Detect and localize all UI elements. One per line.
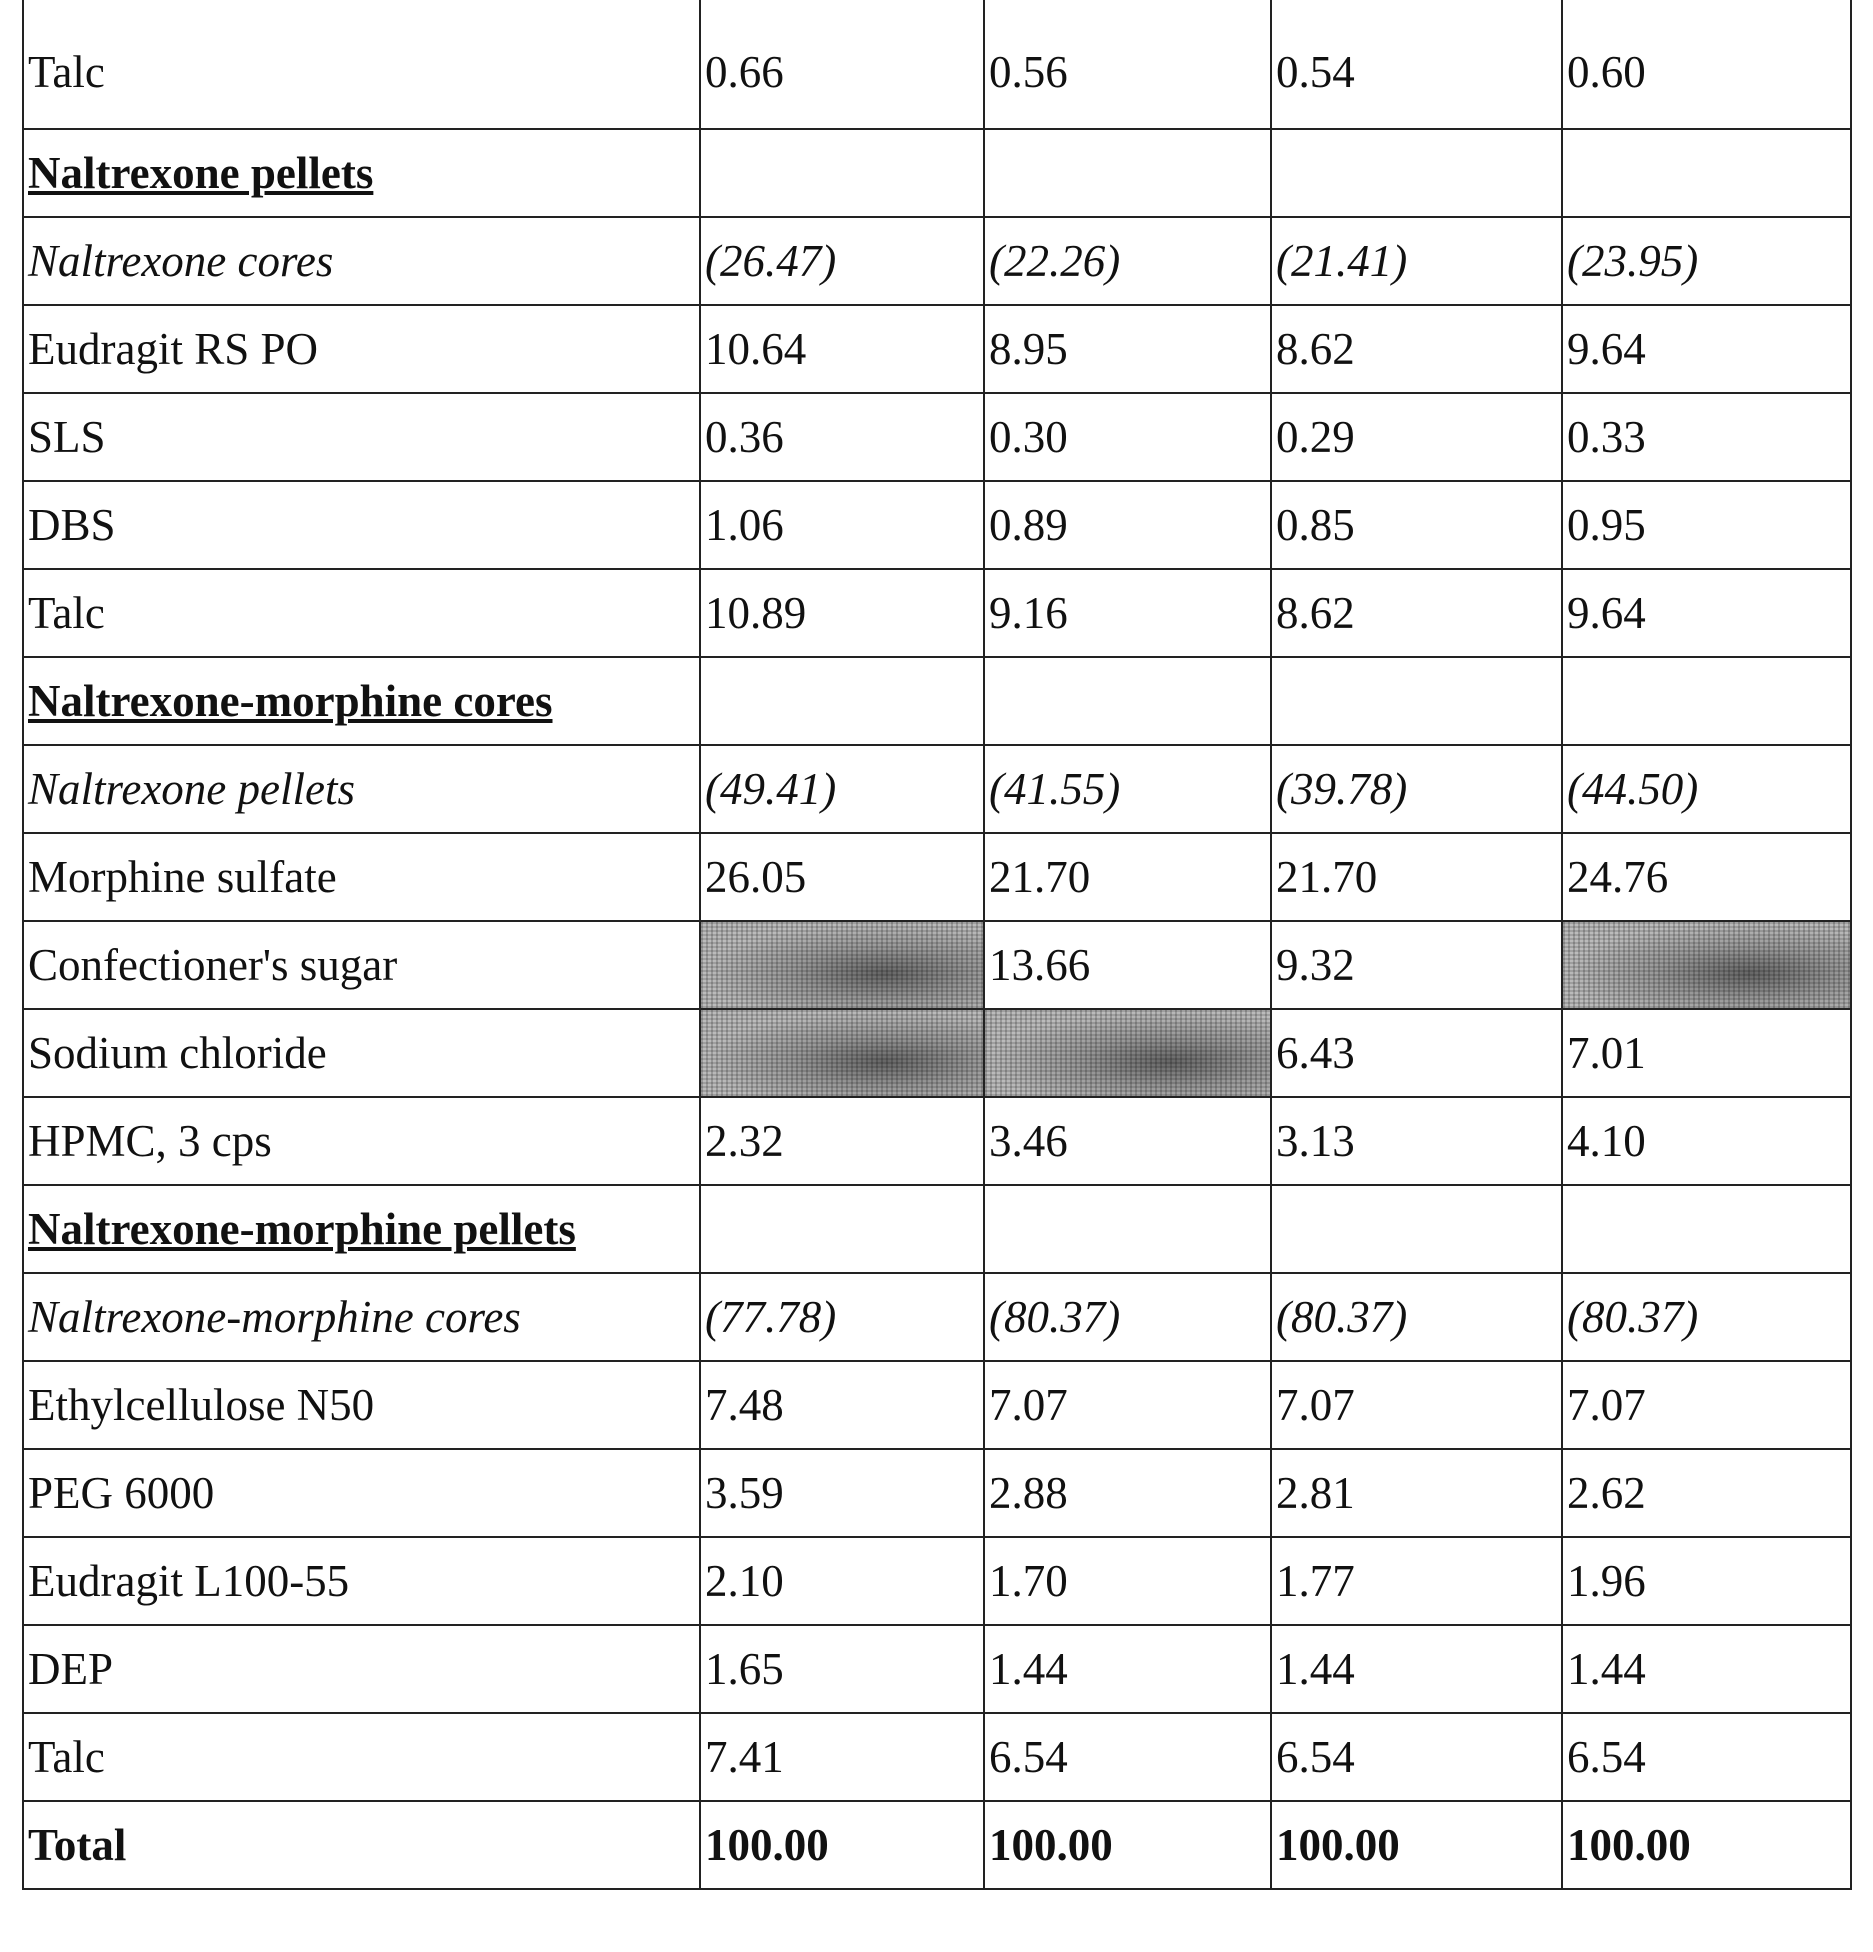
ingredient-label: Talc [23,569,700,657]
value-cell: (49.41) [700,745,984,833]
value-cell: 1.96 [1562,1537,1851,1625]
value-cell: 1.06 [700,481,984,569]
redacted-value-cell [700,1009,984,1097]
ingredient-label: DBS [23,481,700,569]
ingredient-label: Ethylcellulose N50 [23,1361,700,1449]
value-cell [1271,129,1562,217]
value-cell: (21.41) [1271,217,1562,305]
table-row [23,393,1851,481]
table-row [23,1273,1851,1361]
value-cell: (23.95) [1562,217,1851,305]
value-cell: 7.07 [1562,1361,1851,1449]
value-cell: 0.60 [1562,0,1851,129]
value-cell: 2.32 [700,1097,984,1185]
ingredient-label: PEG 6000 [23,1449,700,1537]
value-cell: (80.37) [1271,1273,1562,1361]
value-cell: (80.37) [1562,1273,1851,1361]
table-row [23,1009,1851,1097]
redacted-value-cell [700,921,984,1009]
ingredient-label: Naltrexone-morphine pellets [23,1185,700,1273]
ingredient-label: Naltrexone pellets [23,129,700,217]
value-cell: 3.59 [700,1449,984,1537]
table-row [23,1097,1851,1185]
table-row [23,921,1851,1009]
ingredient-label: Confectioner's sugar [23,921,700,1009]
table-body [23,0,1851,1889]
ingredient-label: DEP [23,1625,700,1713]
value-cell: 3.13 [1271,1097,1562,1185]
value-cell: 7.07 [1271,1361,1562,1449]
ingredient-label: SLS [23,393,700,481]
value-cell [700,1185,984,1273]
ingredient-label: Sodium chloride [23,1009,700,1097]
table-row [23,481,1851,569]
value-cell: 3.46 [984,1097,1271,1185]
value-cell: 1.44 [1271,1625,1562,1713]
table-row [23,745,1851,833]
value-cell: 1.44 [984,1625,1271,1713]
table-row [23,833,1851,921]
value-cell: 1.65 [700,1625,984,1713]
value-cell [1271,1185,1562,1273]
ingredient-label: Morphine sulfate [23,833,700,921]
value-cell: 7.01 [1562,1009,1851,1097]
value-cell: 7.07 [984,1361,1271,1449]
formulation-table [22,0,1852,1890]
value-cell: 0.36 [700,393,984,481]
ingredient-label: Talc [23,1713,700,1801]
value-cell [1562,1185,1851,1273]
value-cell [984,657,1271,745]
table-row [23,1713,1851,1801]
value-cell: 100.00 [984,1801,1271,1889]
redacted-value-cell [1562,921,1851,1009]
value-cell: 0.89 [984,481,1271,569]
table-row [23,1537,1851,1625]
value-cell: 6.54 [1271,1713,1562,1801]
value-cell: 0.95 [1562,481,1851,569]
value-cell: 8.62 [1271,569,1562,657]
value-cell [1562,657,1851,745]
value-cell [1271,657,1562,745]
value-cell: (77.78) [700,1273,984,1361]
value-cell: 1.77 [1271,1537,1562,1625]
value-cell: 0.85 [1271,481,1562,569]
value-cell: 0.30 [984,393,1271,481]
value-cell: 6.43 [1271,1009,1562,1097]
value-cell: 24.76 [1562,833,1851,921]
value-cell [1562,129,1851,217]
value-cell: 9.16 [984,569,1271,657]
value-cell: 9.64 [1562,305,1851,393]
value-cell: 10.64 [700,305,984,393]
value-cell: 0.56 [984,0,1271,129]
ingredient-label: Total [23,1801,700,1889]
value-cell: 0.33 [1562,393,1851,481]
value-cell: 7.48 [700,1361,984,1449]
value-cell: (39.78) [1271,745,1562,833]
value-cell: 26.05 [700,833,984,921]
table-row [23,217,1851,305]
redacted-value-cell [984,1009,1271,1097]
ingredient-label: Naltrexone-morphine cores [23,1273,700,1361]
value-cell: 8.95 [984,305,1271,393]
value-cell: (44.50) [1562,745,1851,833]
ingredient-label: Naltrexone-morphine cores [23,657,700,745]
value-cell: 21.70 [984,833,1271,921]
value-cell: (80.37) [984,1273,1271,1361]
value-cell: 9.64 [1562,569,1851,657]
value-cell [984,129,1271,217]
value-cell: 4.10 [1562,1097,1851,1185]
value-cell: 0.54 [1271,0,1562,129]
ingredient-label: Naltrexone pellets [23,745,700,833]
table-row [23,1801,1851,1889]
section-header-row [23,657,1851,745]
value-cell: 7.41 [700,1713,984,1801]
value-cell [700,129,984,217]
value-cell: 2.62 [1562,1449,1851,1537]
table-row [23,1361,1851,1449]
ingredient-label: HPMC, 3 cps [23,1097,700,1185]
value-cell: 1.70 [984,1537,1271,1625]
table-row [23,1449,1851,1537]
value-cell: 2.81 [1271,1449,1562,1537]
value-cell: 100.00 [1271,1801,1562,1889]
ingredient-label: Naltrexone cores [23,217,700,305]
table-row [23,305,1851,393]
section-header-row [23,1185,1851,1273]
value-cell: 6.54 [984,1713,1271,1801]
value-cell: 9.32 [1271,921,1562,1009]
value-cell: 6.54 [1562,1713,1851,1801]
table-row [23,0,1851,129]
value-cell [700,657,984,745]
value-cell: 8.62 [1271,305,1562,393]
value-cell: (41.55) [984,745,1271,833]
value-cell [984,1185,1271,1273]
value-cell: 0.66 [700,0,984,129]
value-cell: 13.66 [984,921,1271,1009]
value-cell: 100.00 [1562,1801,1851,1889]
ingredient-label: Eudragit L100-55 [23,1537,700,1625]
value-cell: 1.44 [1562,1625,1851,1713]
table-row [23,1625,1851,1713]
table-row [23,569,1851,657]
value-cell: 2.88 [984,1449,1271,1537]
value-cell: 2.10 [700,1537,984,1625]
ingredient-label: Talc [23,0,700,129]
section-header-row [23,129,1851,217]
value-cell: (26.47) [700,217,984,305]
value-cell: 10.89 [700,569,984,657]
value-cell: 0.29 [1271,393,1562,481]
value-cell: (22.26) [984,217,1271,305]
value-cell: 100.00 [700,1801,984,1889]
ingredient-label: Eudragit RS PO [23,305,700,393]
value-cell: 21.70 [1271,833,1562,921]
